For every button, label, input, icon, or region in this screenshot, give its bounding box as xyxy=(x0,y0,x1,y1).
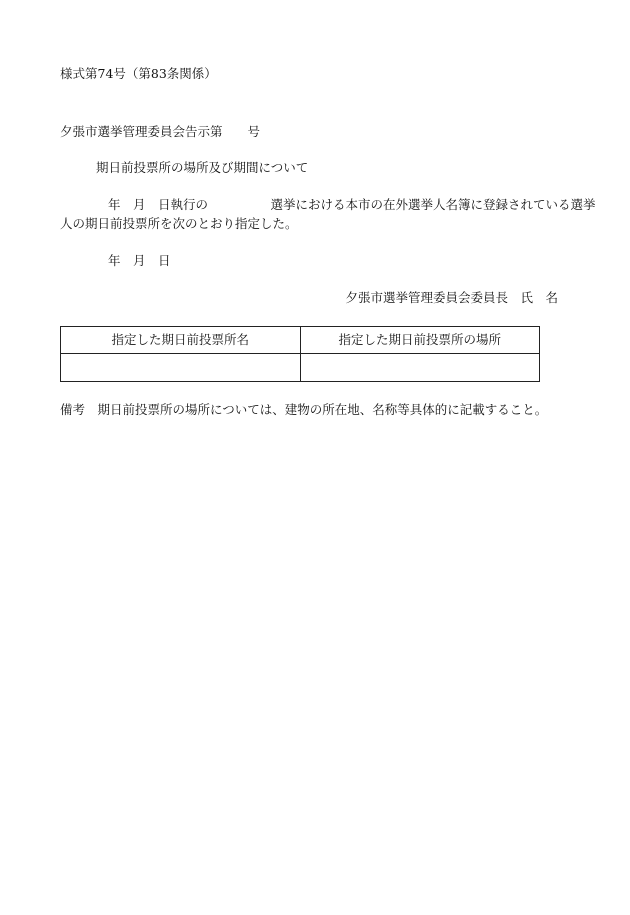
cell-polling-place-name xyxy=(61,354,301,382)
polling-place-table xyxy=(60,326,540,382)
date-line: 年 月 日 xyxy=(108,253,171,268)
body-text-line-2: 人の期日前投票所を次のとおり指定した。 xyxy=(60,216,298,231)
cell-polling-place-location xyxy=(300,354,540,382)
body-text-line-1: 年 月 日執行の 選挙における本市の在外選挙人名簿に登録されている選挙 xyxy=(108,197,596,212)
document-title: 期日前投票所の場所及び期間について xyxy=(96,160,309,175)
remarks-note: 備考 期日前投票所の場所については、建物の所在地、名称等具体的に記載すること。 xyxy=(60,402,548,417)
header-polling-place-location: 指定した期日前投票所の場所 xyxy=(300,327,540,354)
table-header-row xyxy=(61,327,540,354)
header-polling-place-name: 指定した期日前投票所名 xyxy=(61,327,301,354)
table-row xyxy=(61,354,540,382)
signature-line: 夕張市選挙管理委員会委員長 氏 名 xyxy=(345,290,558,305)
form-number: 様式第74号（第83条関係） xyxy=(60,66,217,81)
notice-number: 夕張市選挙管理委員会告示第 号 xyxy=(60,124,261,139)
